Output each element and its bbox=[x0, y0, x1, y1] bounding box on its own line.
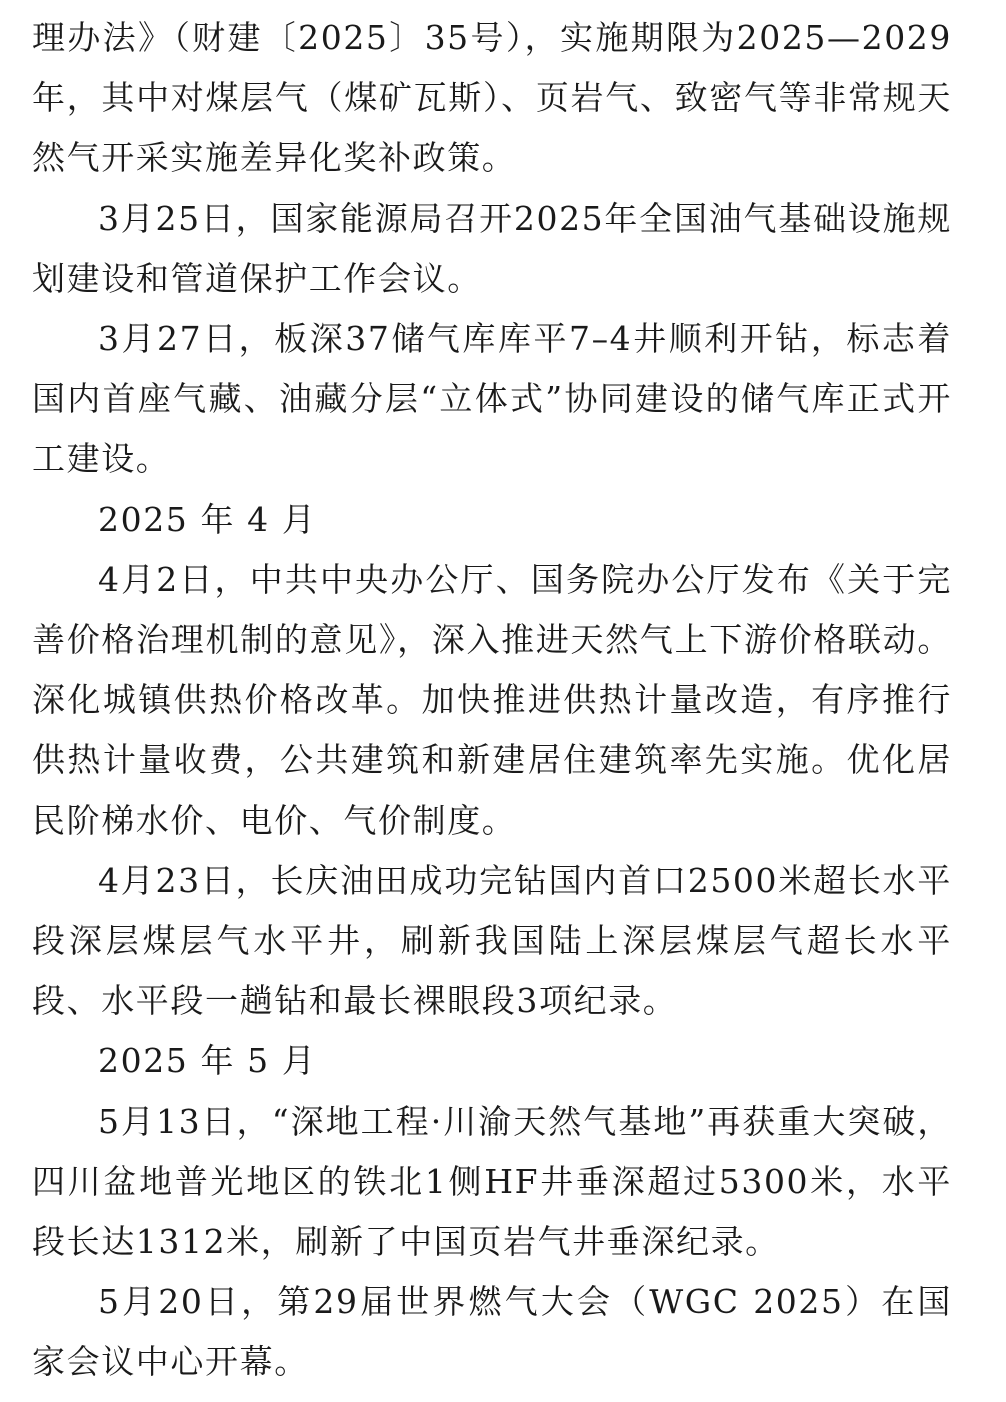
paragraph-mar-25: 3月25日，国家能源局召开2025年全国油气基础设施规划建设和管道保护工作会议。 bbox=[32, 198, 952, 298]
document-page bbox=[32, 8, 952, 1393]
paragraph-policy-continued: 理办法》（财建〔2025〕35号），实施期限为2025—2029年，其中对煤层气（煤矿瓦斯）、页岩气、致密气等非常规天然气开采实施差异化奖补政策。 bbox=[32, 18, 952, 178]
paragraph-mar-27: 3月27日，板深37储气库库平7–4井顺利开钻，标志着国内首座气藏、油藏分层“立体式”协同建设的储气库正式开工建设。 bbox=[32, 319, 952, 479]
paragraph-may-13: 5月13日，“深地工程·川渝天然气基地”再获重大突破，四川盆地普光地区的铁北1侧HF井垂深超过5300米，水平段长达1312米，刷新了中国页岩气井垂深纪录。 bbox=[32, 1101, 952, 1262]
paragraph-may-20: 5月20日，第29届世界燃气大会（WGC 2025）在国家会议中心开幕。 bbox=[32, 1282, 952, 1382]
paragraph-apr-2: 4月2日，中共中央办公厅、国务院办公厅发布《关于完善价格治理机制的意见》，深入推进天然气上下游价格联动。深化城镇供热价格改革。加快推进供热计量改造，有序推行供热计量收费，公共建筑和新建居住建筑率先实施。优化居民阶梯水价、电价、气价制度。 bbox=[32, 559, 952, 840]
heading-2025-april: 2025 年 4 月 bbox=[98, 499, 317, 539]
paragraph-apr-23: 4月23日，长庆油田成功完钻国内首口2500米超长水平段深层煤层气水平井，刷新我国陆上深层煤层气超长水平段、水平段一趟钻和最长裸眼段3项纪录。 bbox=[32, 860, 952, 1021]
heading-2025-may: 2025 年 5 月 bbox=[98, 1041, 317, 1081]
